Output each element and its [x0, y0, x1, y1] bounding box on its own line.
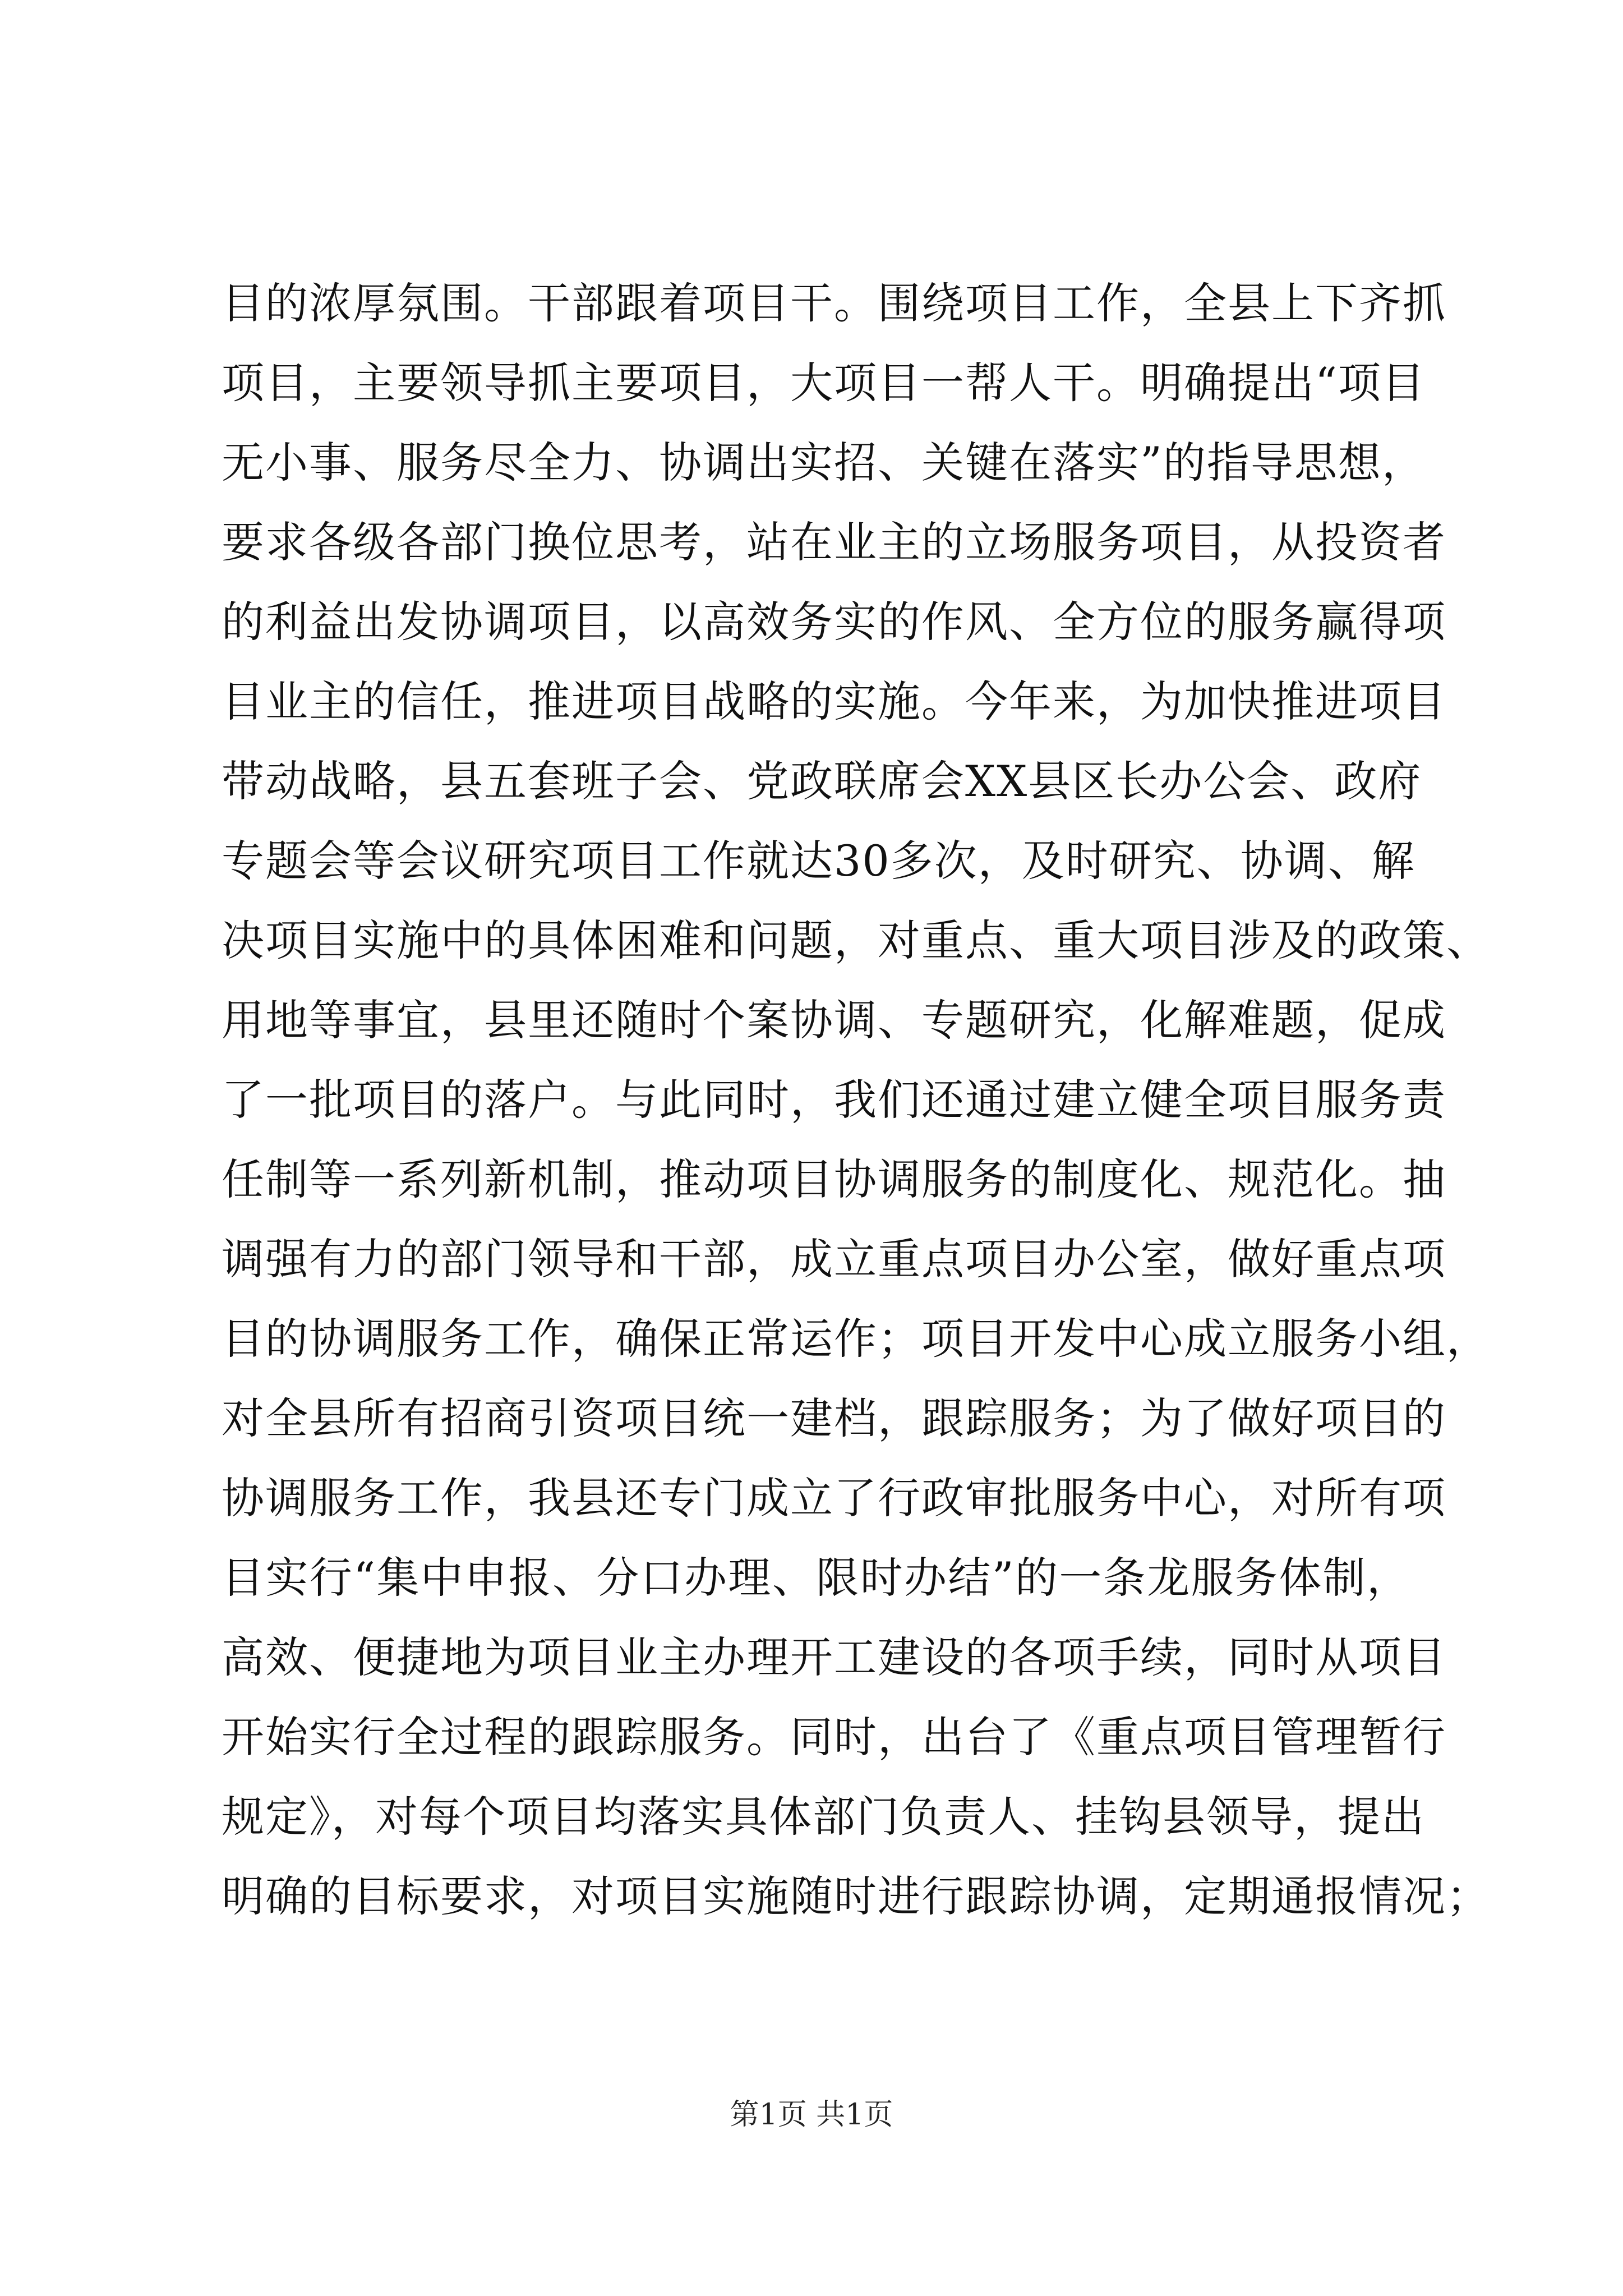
- text-line: 的利益出发协调项目，以高效务实的作风、全方位的服务赢得项: [222, 597, 1446, 647]
- text-line: 决项目实施中的具体困难和问题，对重点、重大项目涉及的政策、: [222, 915, 1490, 965]
- text-line: 要求各级各部门换位思考，站在业主的立场服务项目，从投资者: [222, 517, 1446, 567]
- text-line: 目的浓厚氛围。干部跟着项目干。围绕项目工作，全县上下齐抓: [222, 278, 1446, 328]
- text-line: 项目，主要领导抓主要项目，大项目一帮人干。明确提出“项目: [222, 358, 1426, 408]
- text-line: 无小事、服务尽全力、协调出实招、关键在落实”的指导思想，: [222, 438, 1426, 487]
- text-line: 目业主的信任，推进项目战略的实施。今年来，为加快推进项目: [222, 677, 1446, 726]
- text-line: 用地等事宜，县里还随时个案协调、专题研究，化解难题，促成: [222, 995, 1446, 1045]
- text-line: 任制等一系列新机制，推动项目协调服务的制度化、规范化。抽: [222, 1154, 1446, 1204]
- text-line: 专题会等会议研究项目工作就达30多次，及时研究、协调、解: [222, 836, 1415, 886]
- text-line: 目的协调服务工作，确保正常运作；项目开发中心成立服务小组，: [222, 1314, 1490, 1364]
- text-line: 协调服务工作，我县还专门成立了行政审批服务中心，对所有项: [222, 1473, 1446, 1523]
- body-paragraph: [222, 264, 1490, 1936]
- text-line: 调强有力的部门领导和干部，成立重点项目办公室，做好重点项: [222, 1234, 1446, 1284]
- text-line: 了一批项目的落户。与此同时，我们还通过建立健全项目服务责: [222, 1075, 1446, 1125]
- text-line: 开始实行全过程的跟踪服务。同时，出台了《重点项目管理暂行: [222, 1712, 1446, 1762]
- text-line: 目实行“集中申报、分口办理、限时办结”的一条龙服务体制，: [222, 1553, 1410, 1603]
- page-number-footer: 第1页 共1页: [730, 2098, 893, 2132]
- text-line: 规定》，对每个项目均落实具体部门负责人、挂钩县领导，提出: [222, 1792, 1425, 1842]
- text-line: 对全县所有招商引资项目统一建档，跟踪服务；为了做好项目的: [222, 1393, 1446, 1443]
- text-line: 带动战略，县五套班子会、党政联席会XX县区长办公会、政府: [222, 756, 1422, 806]
- text-line: 高效、便捷地为项目业主办理开工建设的各项手续，同时从项目: [222, 1632, 1446, 1682]
- text-line: 明确的目标要求，对项目实施随时进行跟踪协调，定期通报情况；: [222, 1871, 1490, 1921]
